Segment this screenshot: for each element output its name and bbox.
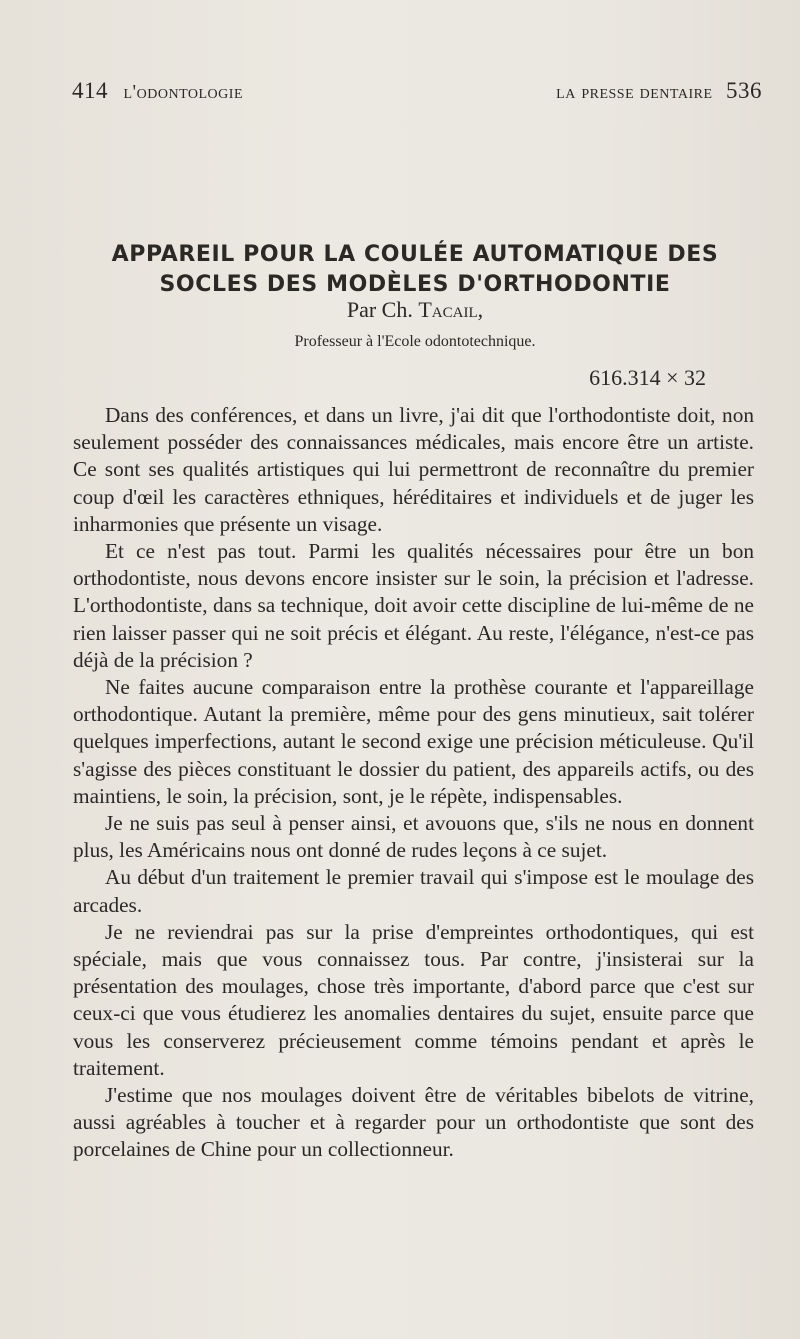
author-prefix: Par Ch. (346, 297, 413, 322)
header-right (556, 78, 762, 104)
classification-number: 616.314 × 32 (589, 365, 706, 390)
article-title (60, 240, 770, 300)
right-page-number: 536 (726, 78, 762, 103)
author-affiliation: Professeur à l'Ecole odontotechnique. (294, 333, 536, 350)
title-line-2: SOCLES DES MODÈLES D'ORTHODONTIE (159, 272, 671, 297)
right-journal-title: la presse dentaire (556, 81, 713, 103)
paragraph: Je ne reviendrai pas sur la prise d'empreintes orthodontiques, qui est spéciale, mais que vous connaissez tous. Par contre, j'insisterai sur la présentation des moulages, chose très importante, d'abord parce que c'est sur ceux-ci que vous étudierez les anomalies dentaires du sujet, ensuite parce que vous les conserverez précieusement comme témoins pendant et après le traitement. (73, 919, 754, 1080)
title-line-1: APPAREIL POUR LA COULÉE AUTOMATIQUE DES (111, 242, 719, 267)
left-journal-title: l'odontologie (123, 81, 243, 103)
left-page-number: 414 (72, 78, 108, 103)
author-name: Tacail, (418, 297, 484, 322)
running-header (72, 78, 762, 108)
paragraph: Ne faites aucune comparaison entre la prothèse courante et l'appareillage orthodontique. Autant la première, même pour des gens minutieux, sait tolérer quelques imperfections, autant le second exige une précision méticuleuse. Qu'il s'agisse des pièces constituant le dossier du patient, des appareils actifs, ou des maintiens, le soin, la précision, sont, je le répète, indispensables. (73, 675, 754, 808)
article-body (73, 402, 754, 1164)
author-line (60, 297, 770, 323)
paragraph: Dans des conférences, et dans un livre, j'ai dit que l'orthodontiste doit, non seulement posséder des connaissances médicales, mais encore être un artiste. Ce sont ses qualités artistiques qui lui permettront de reconnaître du premier coup d'œil les caractères ethniques, héréditaires et individuels et de juger les inharmonies que présente un visage. (73, 403, 754, 536)
paragraph: Et ce n'est pas tout. Parmi les qualités nécessaires pour être un bon orthodontiste, nous devons encore insister sur le soin, la précision et l'adresse. L'orthodontiste, dans sa technique, doit avoir cette discipline de lui-même de ne rien laisser passer qui ne soit précis et élégant. Au reste, l'élégance, n'est-ce pas déjà de la précision ? (73, 539, 754, 672)
paragraph: Au début d'un traitement le premier travail qui s'impose est le moulage des arcades. (73, 865, 754, 917)
paragraph: J'estime que nos moulages doivent être de véritables bibelots de vitrine, aussi agréables à toucher et à regarder pour un orthodontiste que sont des porcelaines de Chine pour un collectionneur. (73, 1083, 754, 1162)
header-left (72, 78, 243, 104)
paragraph: Je ne suis pas seul à penser ainsi, et avouons que, s'ils ne nous en donnent plus, les Américains nous ont donné de rudes leçons à ce sujet. (73, 811, 754, 863)
